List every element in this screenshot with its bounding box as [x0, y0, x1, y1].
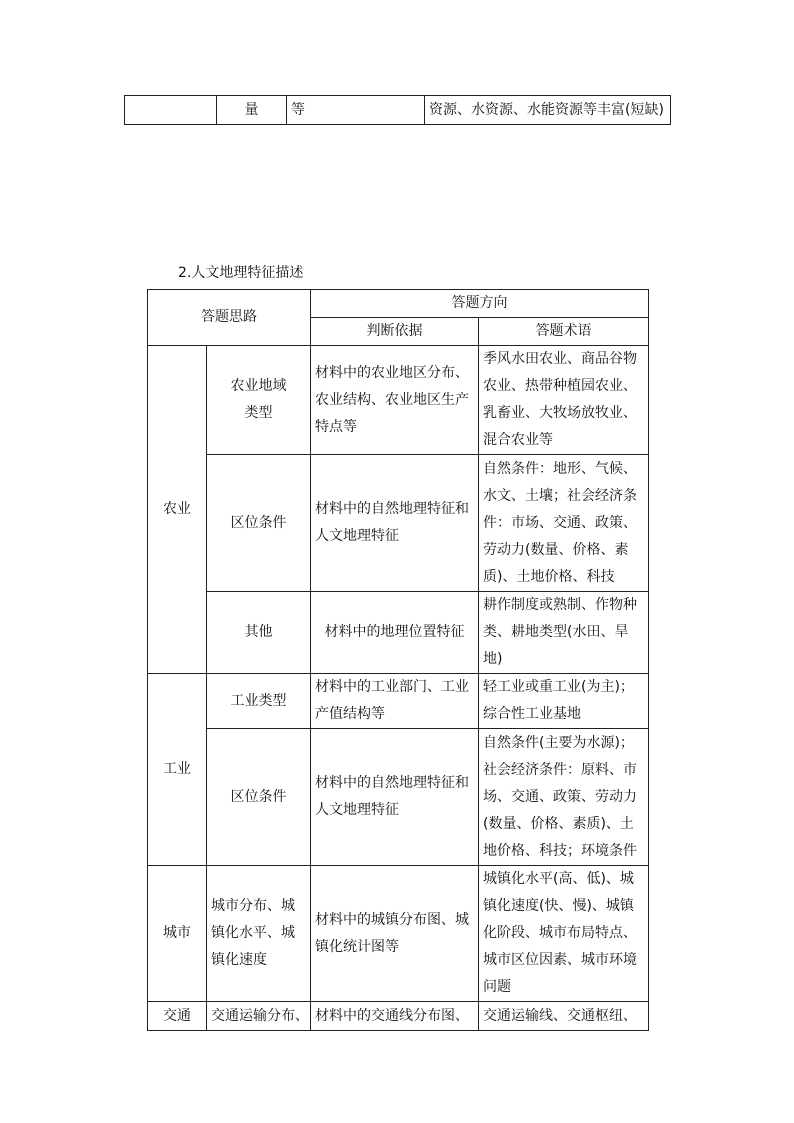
header-approach: 答题思路 [148, 290, 311, 346]
header-direction: 答题方向 [311, 290, 649, 318]
terms-cell: 自然条件(主要为水源)；社会经济条件：原料、市场、交通、政策、劳动力(数量、价格、素质)、土地价格、科技；环境条件 [479, 729, 649, 866]
table-cell [125, 96, 217, 125]
terms-cell: 城镇化水平(高、低)、城镇化速度(快、慢)、城镇化阶段、城市布局特点、城市区位因素、城市环境问题 [479, 866, 649, 1002]
table-row [148, 729, 649, 866]
basis-cell: 材料中的工业部门、工业产值结构等 [311, 674, 479, 729]
basis-cell: 材料中的自然地理特征和人文地理特征 [311, 729, 479, 866]
basis-cell: 材料中的交通线分布图、 [311, 1002, 479, 1031]
sub-category: 城市分布、城镇化水平、城镇化速度 [207, 866, 311, 1002]
terms-cell: 轻工业或重工业(为主)；综合性工业基地 [479, 674, 649, 729]
table-cell: 资源、水资源、水能资源等丰富(短缺) [425, 96, 671, 125]
basis-cell: 材料中的地理位置特征 [311, 592, 479, 674]
sub-category: 区位条件 [207, 455, 311, 592]
category-city: 城市 [148, 866, 207, 1002]
sub-category: 区位条件 [207, 729, 311, 866]
sub-category: 农业地域 类型 [207, 346, 311, 455]
table-row [125, 96, 671, 125]
terms-cell: 耕作制度或熟制、作物种类、耕地类型(水田、旱地) [479, 592, 649, 674]
table-cell: 等 [287, 96, 425, 125]
table-row [148, 346, 649, 455]
header-basis: 判断依据 [311, 318, 479, 346]
category-industry: 工业 [148, 674, 207, 866]
sub-category: 交通运输分布、 [207, 1002, 311, 1031]
basis-cell: 材料中的农业地区分布、农业结构、农业地区生产特点等 [311, 346, 479, 455]
table-row [148, 592, 649, 674]
table-row [148, 866, 649, 1002]
table-cell: 量 [217, 96, 287, 125]
category-transport: 交通 [148, 1002, 207, 1031]
header-terms: 答题术语 [479, 318, 649, 346]
category-agriculture: 农业 [148, 346, 207, 674]
terms-cell: 季风水田农业、商品谷物农业、热带种植园农业、乳畜业、大牧场放牧业、混合农业等 [479, 346, 649, 455]
basis-cell: 材料中的城镇分布图、城镇化统计图等 [311, 866, 479, 1002]
table-row [148, 674, 649, 729]
section-heading: 2.人文地理特征描述 [178, 265, 304, 281]
table-row [148, 1002, 649, 1031]
header-row [148, 290, 649, 318]
table-row [148, 455, 649, 592]
top-table-fragment [124, 95, 671, 125]
sub-category: 其他 [207, 592, 311, 674]
terms-cell: 交通运输线、交通枢纽、 [479, 1002, 649, 1031]
human-geography-table [147, 289, 649, 1031]
basis-cell: 材料中的自然地理特征和人文地理特征 [311, 455, 479, 592]
terms-cell: 自然条件：地形、气候、水文、土壤；社会经济条件：市场、交通、政策、劳动力(数量、价格、素质)、土地价格、科技 [479, 455, 649, 592]
sub-category: 工业类型 [207, 674, 311, 729]
